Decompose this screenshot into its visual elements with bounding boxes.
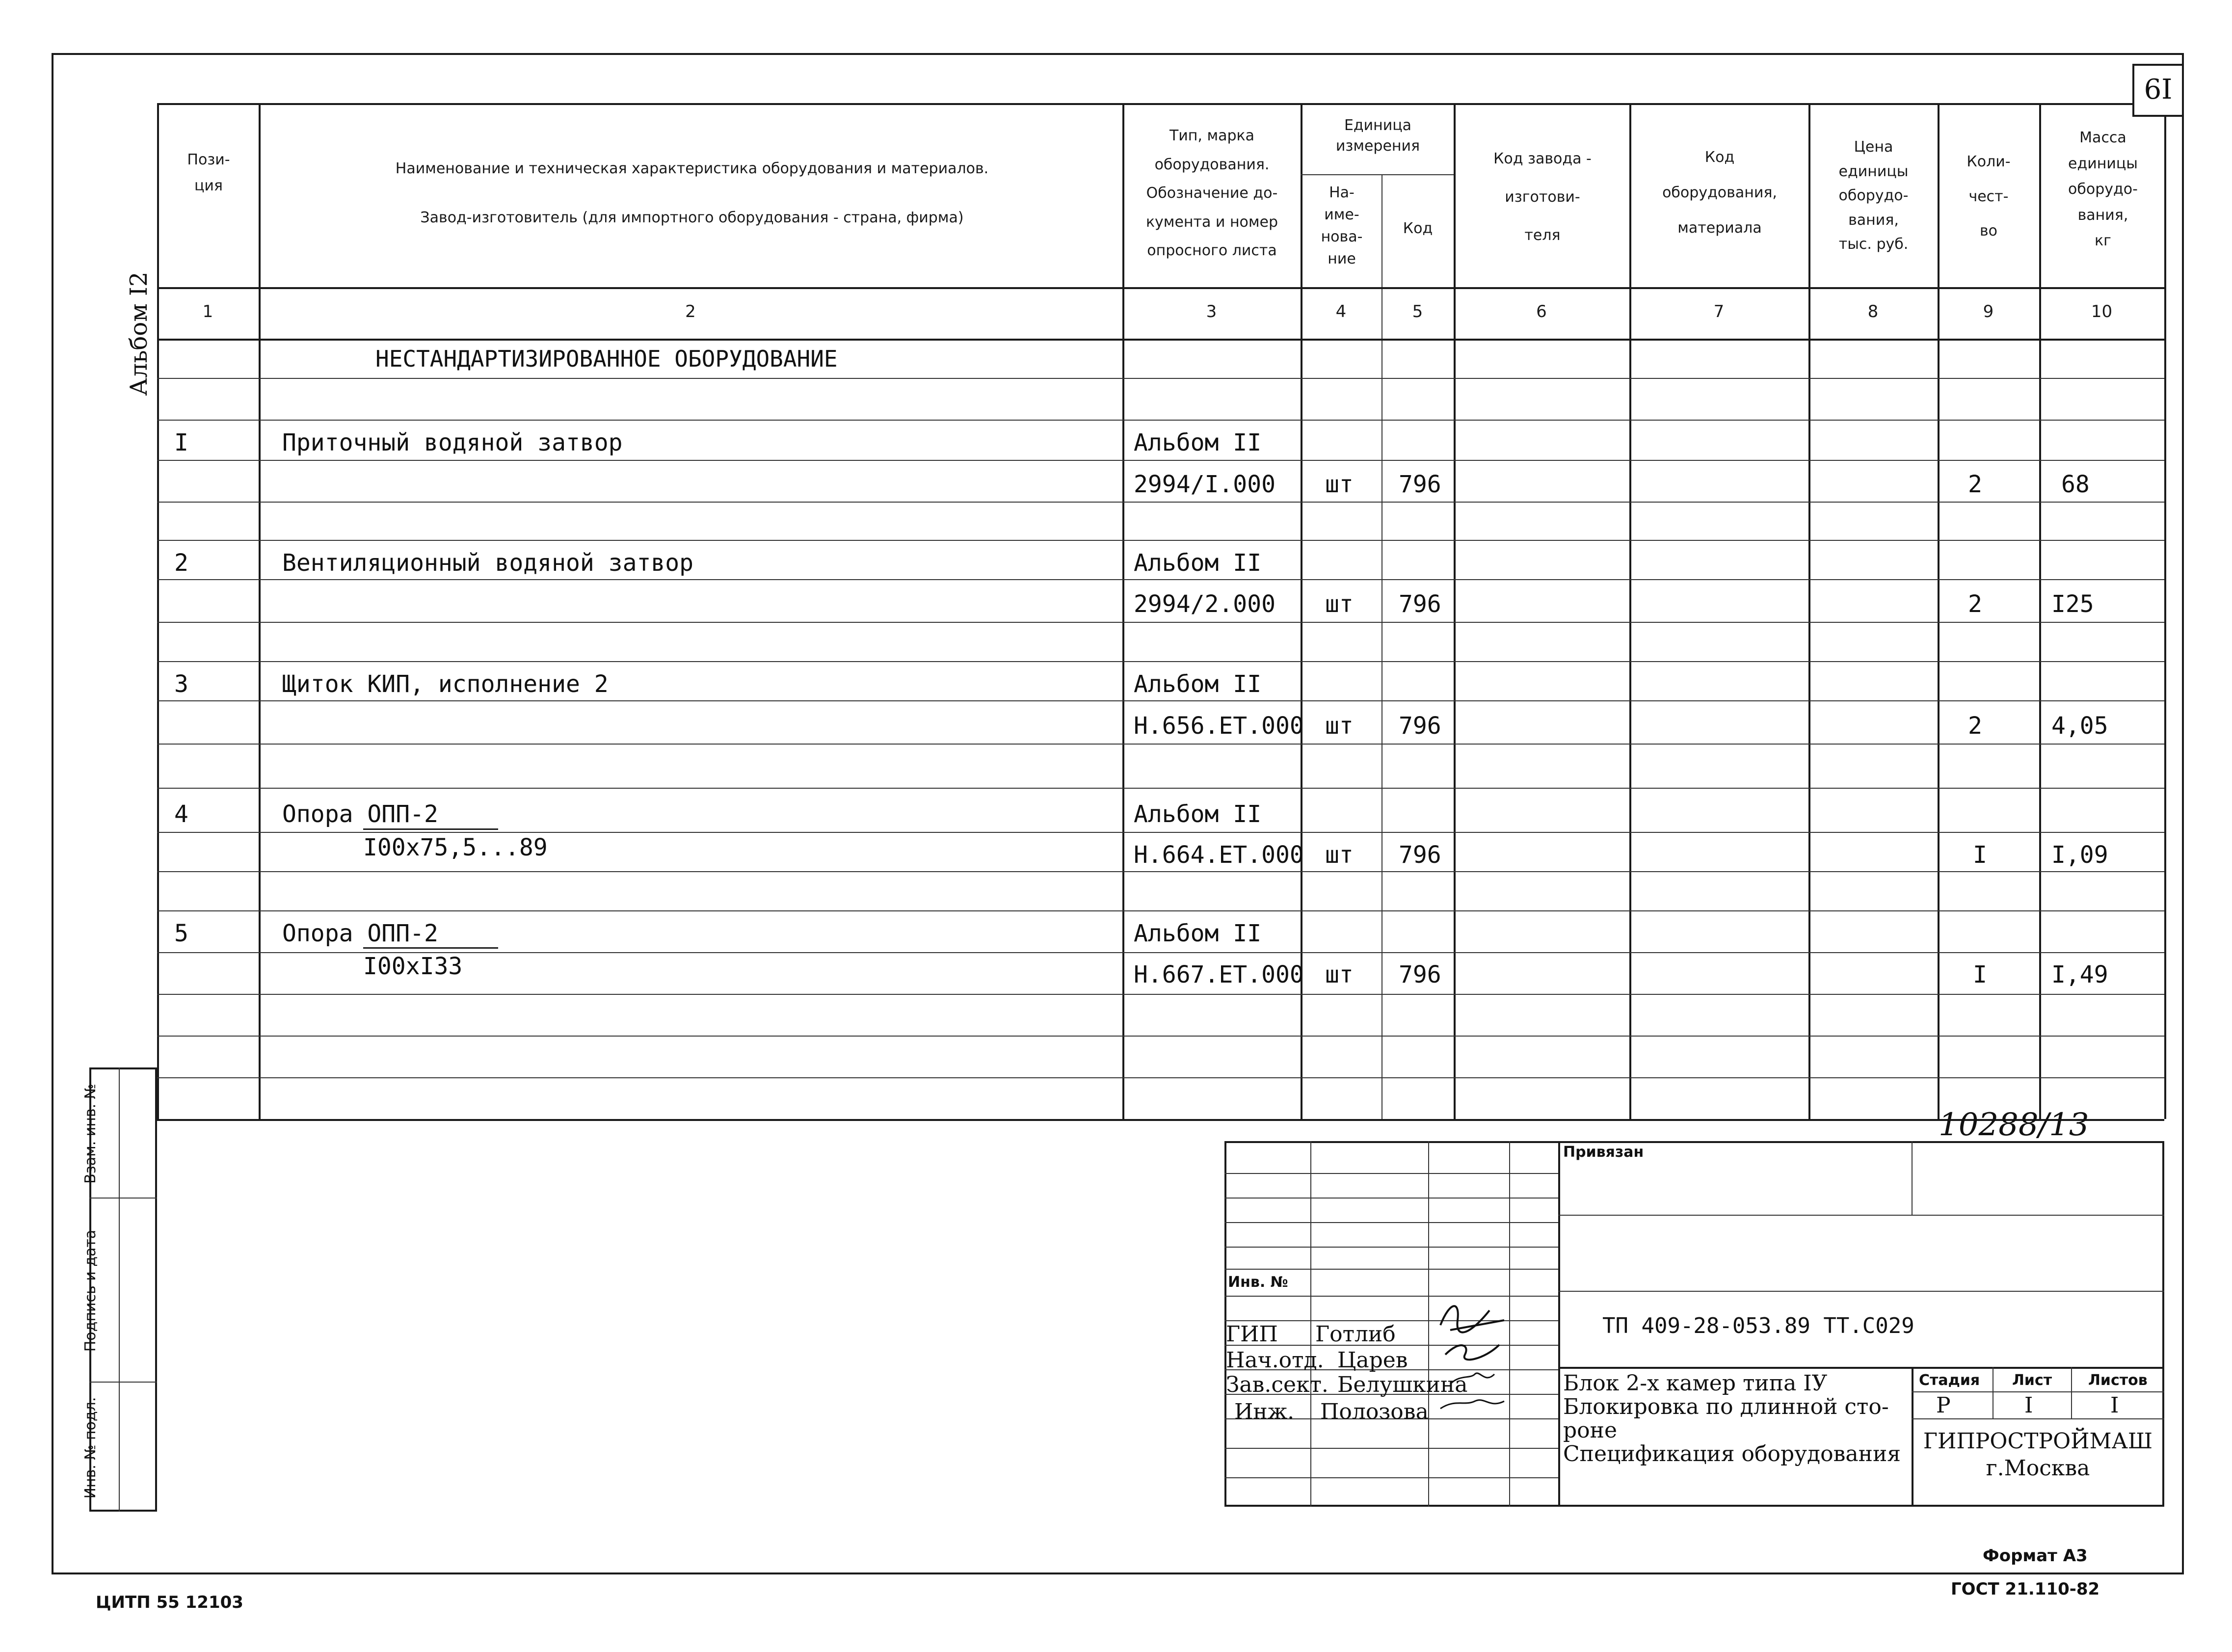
stamp-vline <box>1428 1141 1429 1507</box>
org-name: ГИПРОСТРОЙМАШ <box>1923 1429 2153 1454</box>
gost-label: ГОСТ 21.110-82 <box>1951 1579 2100 1599</box>
signature-zav <box>1450 1373 1494 1384</box>
row-line <box>157 622 2164 623</box>
row-line <box>157 744 2164 745</box>
row-line <box>157 871 2164 872</box>
item-name: Опора ОПП-2 <box>282 800 438 828</box>
staff-role: Нач.отд. <box>1226 1348 1324 1373</box>
item-qty: 2 <box>1968 590 1982 618</box>
item-unit: шт <box>1325 712 1354 740</box>
table-vline-9 <box>2039 103 2041 1119</box>
side-strip-line <box>89 1382 157 1383</box>
item-name: Вентиляционный водяной затвор <box>282 549 694 577</box>
item-mass: I25 <box>2051 590 2094 618</box>
item-position: 5 <box>174 920 188 947</box>
item-name: Опора ОПП-2 <box>282 920 438 947</box>
title-line: Блок 2-х камер типа IУ <box>1563 1371 1828 1396</box>
stamp-vline-main <box>1558 1141 1560 1507</box>
album-side-label: Альбом I2 <box>125 271 153 396</box>
header-factory-code: Код завода - изготови- теля <box>1493 150 1592 244</box>
item-album: Альбом II <box>1134 920 1262 947</box>
side-strip-line <box>89 1198 157 1199</box>
inv-no-label: Инв. № <box>1228 1274 1288 1291</box>
doc-code: ТП 409-28-053.89 ТТ.С029 <box>1602 1313 1914 1338</box>
row-line <box>157 661 2164 662</box>
section-title: НЕСТАНДАРТИЗИРОВАННОЕ ОБОРУДОВАНИЕ <box>375 346 838 372</box>
item-mass: I,09 <box>2051 841 2108 869</box>
stamp-row <box>1224 1247 1558 1248</box>
item-doc: Н.664.ЕТ.000 <box>1134 841 1304 869</box>
item-name-size: I00x75,5...89 <box>363 834 548 861</box>
privyazan-label: Привязан <box>1563 1144 1644 1161</box>
table-vline-right <box>2164 117 2166 1119</box>
item-doc: Н.667.ЕТ.000 <box>1134 961 1304 988</box>
item-mass: 4,05 <box>2051 712 2108 740</box>
row-line <box>157 910 2164 911</box>
table-vline-left <box>157 103 159 1119</box>
header-type-doc: Тип, марка оборудования. Обозначение до- кумента и номер опросного листа <box>1145 127 1278 259</box>
item-name-underline <box>363 947 498 949</box>
stamp-row <box>1224 1173 1558 1174</box>
table-top-line <box>157 103 2132 105</box>
item-unit: шт <box>1325 590 1354 618</box>
staff-name: Готлиб <box>1315 1322 1396 1347</box>
org-city: г.Москва <box>1986 1456 2090 1481</box>
item-name-size: I00xI33 <box>363 953 463 980</box>
item-doc: 2994/I.000 <box>1134 471 1275 498</box>
header-unit-name: На- име- нова- ние <box>1321 184 1363 267</box>
handwritten-number: 10288/13 <box>1939 1107 2089 1143</box>
stamp-row <box>1912 1391 2164 1392</box>
signature-nach <box>1445 1345 1499 1359</box>
stamp-row <box>1224 1198 1558 1199</box>
row-line <box>157 579 2164 580</box>
row-line <box>157 378 2164 379</box>
item-album: Альбом II <box>1134 670 1262 698</box>
header-name-line2: Завод-изготовитель (для импортного оборудования - страна, фирма) <box>420 209 964 226</box>
item-doc: 2994/2.000 <box>1134 590 1275 618</box>
title-line: роне <box>1563 1418 1618 1443</box>
side-inv-label: Инв. № подл. <box>82 1397 99 1499</box>
row-line <box>157 502 2164 503</box>
stamp-privyazan-divider <box>1912 1141 1913 1215</box>
row-line <box>157 788 2164 789</box>
header-price: Цена единицы оборудо- вания, тыс. руб. <box>1838 138 1909 253</box>
stamp-row <box>1224 1448 1558 1449</box>
col-number: 9 <box>1983 302 1994 321</box>
col-number: 10 <box>2091 302 2113 321</box>
row-line <box>157 700 2164 701</box>
stamp-row <box>1912 1418 2164 1419</box>
col-number: 1 <box>202 302 213 321</box>
header-name-line1: Наименование и техническая характеристика оборудования и материалов. <box>395 160 989 177</box>
col-number: 5 <box>1412 302 1423 321</box>
item-unit: шт <box>1325 841 1354 869</box>
unit-group-line <box>1301 174 1454 175</box>
col-number: 4 <box>1335 302 1347 321</box>
format-label: Формат А3 <box>1983 1546 2088 1566</box>
side-vzam-label: Взам. инв. № <box>82 1084 99 1184</box>
stamp-row <box>1224 1269 1558 1270</box>
item-qty: I <box>1973 841 1987 869</box>
item-code: 796 <box>1399 841 1441 869</box>
stamp-vline <box>1310 1141 1311 1507</box>
header-equipment-code: Код оборудования, материала <box>1662 149 1777 237</box>
item-name: Щиток КИП, исполнение 2 <box>282 670 609 698</box>
title-line: Блокировка по длинной сто- <box>1563 1394 1889 1419</box>
stamp-row <box>1224 1222 1558 1223</box>
header-unit-code: Код <box>1403 220 1433 237</box>
item-code: 796 <box>1399 590 1441 618</box>
stamp-row <box>1558 1215 2164 1216</box>
item-doc: Н.656.ЕТ.000 <box>1134 712 1304 740</box>
col-number: 3 <box>1206 302 1217 321</box>
item-qty: 2 <box>1968 471 1982 498</box>
row-line <box>157 460 2164 461</box>
stage-value: Р <box>1936 1393 1951 1418</box>
item-code: 796 <box>1399 712 1441 740</box>
item-position: 2 <box>174 549 188 577</box>
item-album: Альбом II <box>1134 429 1262 456</box>
signatures-image <box>1431 1291 1529 1418</box>
row-line <box>157 420 2164 421</box>
col-number: 6 <box>1536 302 1547 321</box>
item-name: Приточный водяной затвор <box>282 429 623 456</box>
table-vline-8 <box>1938 103 1940 1119</box>
signature-inzh <box>1440 1400 1504 1409</box>
header-bottom-line <box>157 287 2164 289</box>
staff-role: Инж. <box>1234 1399 1295 1424</box>
signature-gip <box>1440 1306 1504 1332</box>
item-mass: I,49 <box>2051 961 2108 988</box>
stamp-row <box>1224 1477 1558 1478</box>
stage-label: Стадия <box>1919 1372 1980 1389</box>
table-vline-7 <box>1808 103 1810 1119</box>
side-podpis-label: Подпись и дата <box>82 1229 99 1352</box>
stamp-vline <box>2071 1367 2072 1418</box>
citp-label: ЦИТП 55 12103 <box>96 1593 243 1612</box>
item-code: 796 <box>1399 961 1441 988</box>
stamp-row-main <box>1558 1367 2164 1369</box>
staff-role: Зав.сект. <box>1226 1372 1329 1397</box>
sheet-label: Лист <box>2012 1372 2052 1389</box>
item-album: Альбом II <box>1134 549 1262 577</box>
header-quantity: Коли- чест- во <box>1966 153 2011 240</box>
sheet-number: 6I <box>2144 74 2173 106</box>
item-qty: 2 <box>1968 712 1982 740</box>
staff-name: Царев <box>1337 1348 1408 1373</box>
header-unit-group: Единица измерения <box>1335 117 1420 155</box>
row-line <box>157 1036 2164 1037</box>
colnum-bottom-line <box>157 339 2164 341</box>
sheets-value: I <box>2110 1393 2119 1418</box>
row-line <box>157 994 2164 995</box>
title-line: Спецификация оборудования <box>1563 1441 1901 1466</box>
row-line <box>157 832 2164 833</box>
row-line <box>157 1077 2164 1078</box>
col-number: 8 <box>1867 302 1879 321</box>
staff-name: Белушкина <box>1337 1372 1468 1397</box>
item-code: 796 <box>1399 471 1441 498</box>
staff-role: ГИП <box>1226 1322 1278 1347</box>
table-vline-5 <box>1454 103 1456 1119</box>
sheets-label: Листов <box>2088 1372 2148 1389</box>
item-qty: I <box>1973 961 1987 988</box>
table-vline-2 <box>1122 103 1124 1119</box>
header-position: Пози- ция <box>187 151 230 194</box>
header-mass: Масса единицы оборудо- вания, кг <box>2068 129 2138 249</box>
item-position: 4 <box>174 800 188 828</box>
col-number: 2 <box>685 302 696 321</box>
sheet-value: I <box>2024 1393 2033 1418</box>
table-bottom-line <box>157 1119 2164 1121</box>
table-vline-1 <box>259 103 261 1119</box>
item-position: I <box>174 429 188 456</box>
item-unit: шт <box>1325 471 1354 498</box>
table-vline-6 <box>1629 103 1631 1119</box>
stamp-row <box>1558 1291 2164 1292</box>
item-name-underline <box>363 828 498 830</box>
item-album: Альбом II <box>1134 800 1262 828</box>
side-strip-divider <box>119 1067 120 1512</box>
item-position: 3 <box>174 670 188 698</box>
row-line <box>157 540 2164 541</box>
item-mass: 68 <box>2061 471 2090 498</box>
col-number: 7 <box>1713 302 1725 321</box>
staff-name: Полозова <box>1320 1399 1429 1424</box>
item-unit: шт <box>1325 961 1354 988</box>
